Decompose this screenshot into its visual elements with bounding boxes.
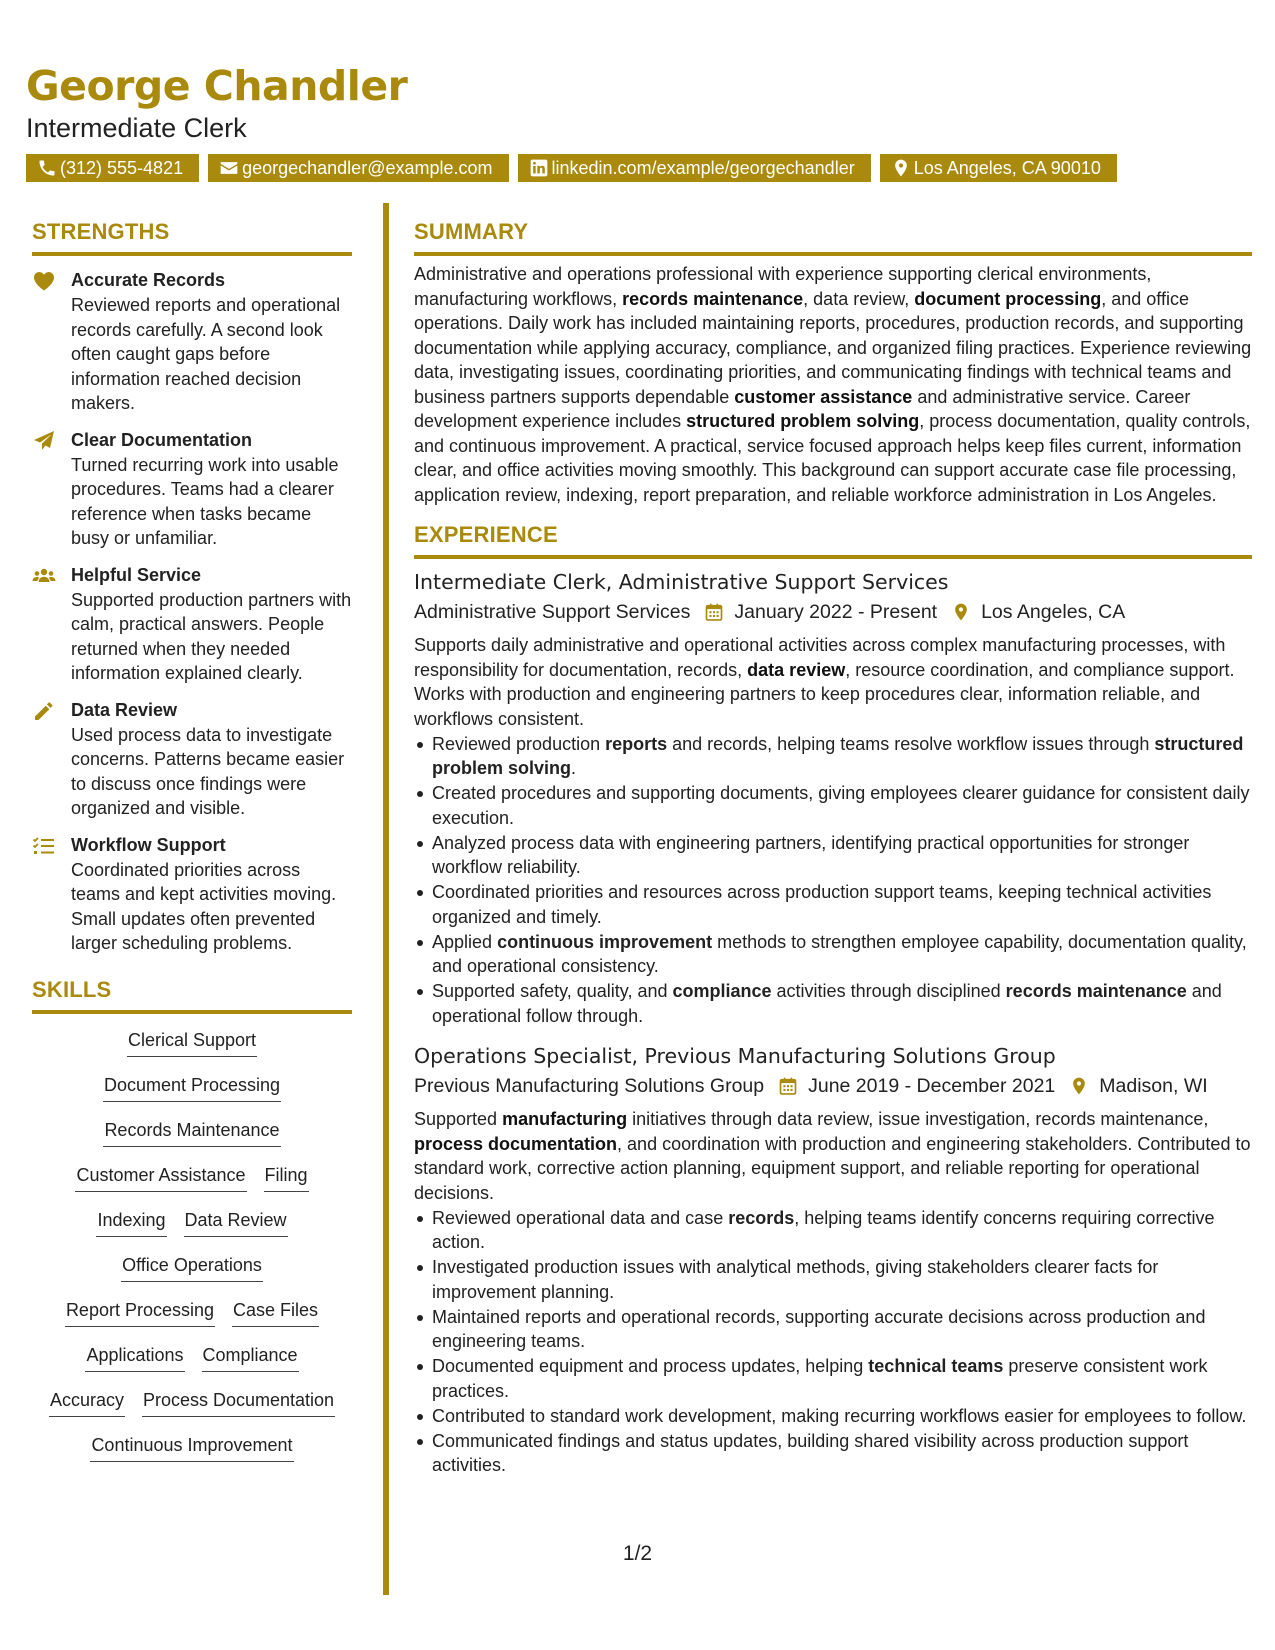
emphasis-keyword: compliance bbox=[672, 981, 772, 1001]
job-location: Los Angeles, CA bbox=[981, 601, 1126, 623]
strength-desc: Supported production partners with calm, practical answers. People returned when they needed information explained clearly. bbox=[71, 589, 352, 683]
column-divider bbox=[383, 203, 389, 1595]
skills-rule bbox=[32, 1010, 352, 1014]
emphasis-keyword: structured problem solving bbox=[432, 733, 1244, 778]
emphasis-keyword: records bbox=[728, 1207, 795, 1228]
job-title: Operations Specialist, Previous Manufacturing Solutions Group bbox=[414, 1044, 1056, 1068]
skill-tag: Report Processing bbox=[65, 1298, 215, 1327]
skill-row bbox=[32, 1343, 352, 1388]
skill-tag: Accuracy bbox=[49, 1388, 125, 1417]
job-entry bbox=[414, 568, 1252, 1028]
skill-tag: Continuous Improvement bbox=[90, 1433, 293, 1462]
strength-title: Workflow Support bbox=[71, 834, 226, 855]
strength-title: Data Review bbox=[71, 699, 178, 720]
skill-tag: Clerical Support bbox=[127, 1028, 257, 1057]
job-bullet: Coordinated priorities and resources across production support teams, keeping technical activities organized and timely. bbox=[414, 880, 1252, 929]
skill-tag: Indexing bbox=[96, 1208, 166, 1237]
skill-row bbox=[32, 1163, 352, 1208]
contact-bar bbox=[26, 154, 1256, 182]
skill-tag: Applications bbox=[85, 1343, 184, 1372]
calendar-icon bbox=[778, 1076, 798, 1096]
users-icon bbox=[32, 565, 56, 587]
job-meta bbox=[414, 1072, 1252, 1100]
strength-title: Accurate Records bbox=[71, 270, 226, 290]
skill-row bbox=[32, 1298, 352, 1343]
contact-phone-text: (312) 555-4821 bbox=[60, 157, 184, 178]
skill-tag: Filing bbox=[264, 1163, 309, 1192]
candidate-title: Intermediate Clerk bbox=[26, 113, 247, 143]
paper-plane-icon bbox=[32, 430, 56, 452]
linkedin-icon bbox=[529, 158, 549, 178]
skills-list bbox=[32, 1028, 352, 1478]
job-bullet: Created procedures and supporting documents, giving employees clearer guidance for consistent daily execution. bbox=[414, 781, 1252, 830]
candidate-name: George Chandler bbox=[26, 62, 408, 110]
emphasis-keyword: records maintenance bbox=[622, 288, 804, 309]
strength-item bbox=[32, 698, 352, 821]
emphasis-keyword: data review bbox=[747, 659, 846, 680]
job-bullet: Communicated findings and status updates, building shared visibility across production support activities. bbox=[414, 1429, 1252, 1478]
skill-tag: Document Processing bbox=[103, 1073, 281, 1102]
heart-icon bbox=[32, 270, 56, 292]
skill-row bbox=[32, 1118, 352, 1163]
list-check-icon bbox=[32, 835, 56, 857]
skill-row bbox=[32, 1433, 352, 1478]
summary-rule bbox=[414, 252, 1252, 256]
summary-text: Administrative and operations professional with experience supporting clerical environments, manufacturing workflows, records maintenance, data review, document processing, and office operations. Daily work has included maintaining reports, procedures, production records, and supporting documentation while applying accuracy, compliance, and organized filing practices. Experience reviewing data, investigating issues, coordinating priorities, and communicating findings with technical teams and business partners supports dependable customer assistance and administrative service. Career development experience includes structured problem solving, process documentation, quality controls, and continuous improvement. A practical, service focused approach helps keep files current, information clear, and office activities moving smoothly. This background can support accurate case file processing, application review, indexing, report preparation, and reliable workforce administration in Los Angeles. bbox=[414, 264, 1252, 505]
contact-location-text: Los Angeles, CA 90010 bbox=[913, 157, 1101, 178]
strength-title: Helpful Service bbox=[71, 564, 202, 585]
contact-linkedin[interactable] bbox=[518, 154, 871, 182]
strength-item bbox=[32, 563, 352, 686]
emphasis-keyword: structured problem solving bbox=[686, 411, 920, 431]
experience-rule bbox=[414, 555, 1252, 559]
skill-tag: Customer Assistance bbox=[75, 1163, 246, 1192]
job-location: Madison, WI bbox=[1099, 1075, 1208, 1097]
emphasis-keyword: continuous improvement bbox=[497, 931, 713, 952]
job-bullet: Documented equipment and process updates, helping technical teams preserve consistent work practices. bbox=[414, 1354, 1252, 1403]
job-entry bbox=[414, 1042, 1252, 1478]
job-title: Intermediate Clerk, Administrative Support Services bbox=[414, 570, 949, 594]
job-bullet: Maintained reports and operational records, supporting accurate decisions across production and engineering teams. bbox=[414, 1305, 1252, 1354]
pencil-icon bbox=[32, 700, 56, 722]
contact-phone[interactable] bbox=[26, 154, 199, 182]
summary-heading: SUMMARY bbox=[414, 219, 529, 244]
strengths-heading: STRENGTHS bbox=[32, 219, 170, 244]
skill-row bbox=[32, 1073, 352, 1118]
skill-row bbox=[32, 1253, 352, 1298]
experience-heading: EXPERIENCE bbox=[414, 522, 558, 547]
job-meta bbox=[414, 598, 1252, 626]
job-bullets bbox=[414, 732, 1252, 1029]
emphasis-keyword: customer assistance bbox=[734, 386, 913, 407]
skill-row bbox=[32, 1208, 352, 1253]
resume-header bbox=[26, 62, 1256, 182]
contact-linkedin-text: linkedin.com/example/georgechandler bbox=[551, 157, 855, 178]
location-pin-icon bbox=[1069, 1076, 1089, 1096]
job-bullet: Supported safety, quality, and compliance activities through disciplined records maintenance and operational follow through. bbox=[414, 979, 1252, 1028]
strength-title: Clear Documentation bbox=[71, 429, 253, 450]
experience-list bbox=[414, 568, 1252, 1478]
skill-tag: Process Documentation bbox=[142, 1388, 335, 1417]
job-dates: June 2019 - December 2021 bbox=[808, 1075, 1056, 1097]
job-company: Previous Manufacturing Solutions Group bbox=[414, 1075, 765, 1097]
skill-row bbox=[32, 1388, 352, 1433]
phone-icon bbox=[37, 158, 57, 178]
page-number: 1/2 bbox=[622, 1542, 653, 1565]
location-pin-icon bbox=[951, 602, 971, 622]
strength-desc: Reviewed reports and operational records carefully. A second look often caught gaps before information reached decision makers. bbox=[71, 295, 341, 413]
contact-location bbox=[880, 154, 1117, 182]
strength-desc: Coordinated priorities across teams and kept activities moving. Small updates often prevented larger scheduling problems. bbox=[71, 859, 337, 953]
job-bullet: Reviewed operational data and case records, helping teams identify concerns requiring corrective action. bbox=[414, 1206, 1252, 1255]
contact-email[interactable] bbox=[208, 154, 508, 182]
skill-tag: Data Review bbox=[184, 1208, 288, 1237]
skill-tag: Compliance bbox=[202, 1343, 299, 1372]
emphasis-keyword: manufacturing bbox=[502, 1109, 628, 1129]
skill-tag: Case Files bbox=[232, 1298, 319, 1327]
emphasis-keyword: technical teams bbox=[868, 1356, 1004, 1376]
strength-item bbox=[32, 833, 352, 956]
envelope-icon bbox=[219, 158, 239, 178]
skills-heading: SKILLS bbox=[32, 976, 112, 1002]
strength-item bbox=[32, 268, 352, 416]
job-description: Supported manufacturing initiatives through data review, issue investigation, records maintenance, process documentation, and coordination with production and engineering stakeholders. Contributed to standard work, corrective action planning, equipment support, and reliable reporting for operational decisions. bbox=[414, 1109, 1251, 1203]
skill-tag: Office Operations bbox=[121, 1253, 263, 1282]
emphasis-keyword: process documentation bbox=[414, 1133, 618, 1154]
strengths-rule bbox=[32, 252, 352, 256]
job-bullet: Analyzed process data with engineering partners, identifying practical opportunities for stronger workflow reliability. bbox=[414, 831, 1252, 880]
left-column bbox=[32, 218, 352, 1478]
job-bullets bbox=[414, 1206, 1252, 1478]
job-bullet: Contributed to standard work development, making recurring workflows easier for employees to follow. bbox=[414, 1404, 1252, 1429]
calendar-icon bbox=[704, 602, 724, 622]
strength-desc: Turned recurring work into usable procedures. Teams had a clearer reference when tasks became busy or unfamiliar. bbox=[71, 454, 339, 548]
skill-row bbox=[32, 1028, 352, 1073]
strength-item bbox=[32, 428, 352, 551]
job-description: Supports daily administrative and operational activities across complex manufacturing processes, with responsibility for documentation, records, data review, resource coordination, and compliance support. Works with production and engineering partners to keep procedures clear, information reliable, and workflows consistent. bbox=[414, 635, 1235, 729]
skill-tag: Records Maintenance bbox=[103, 1118, 280, 1147]
strength-desc: Used process data to investigate concerns. Patterns became easier to discuss once findings were organized and visible. bbox=[71, 724, 345, 818]
emphasis-keyword: records maintenance bbox=[1005, 981, 1187, 1001]
job-dates: January 2022 - Present bbox=[734, 601, 938, 623]
location-pin-icon bbox=[891, 158, 911, 178]
right-column bbox=[414, 218, 1252, 1478]
contact-email-text: georgechandler@example.com bbox=[242, 157, 493, 178]
job-bullet: Investigated production issues with analytical methods, giving stakeholders clearer facts for improvement planning. bbox=[414, 1255, 1252, 1304]
emphasis-keyword: document processing bbox=[914, 288, 1102, 309]
job-company: Administrative Support Services bbox=[414, 601, 691, 623]
job-bullet: Applied continuous improvement methods to strengthen employee capability, documentation quality, and operational consistency. bbox=[414, 930, 1252, 979]
job-bullet: Reviewed production reports and records, helping teams resolve workflow issues through structured problem solving. bbox=[414, 732, 1252, 781]
emphasis-keyword: reports bbox=[605, 733, 668, 754]
